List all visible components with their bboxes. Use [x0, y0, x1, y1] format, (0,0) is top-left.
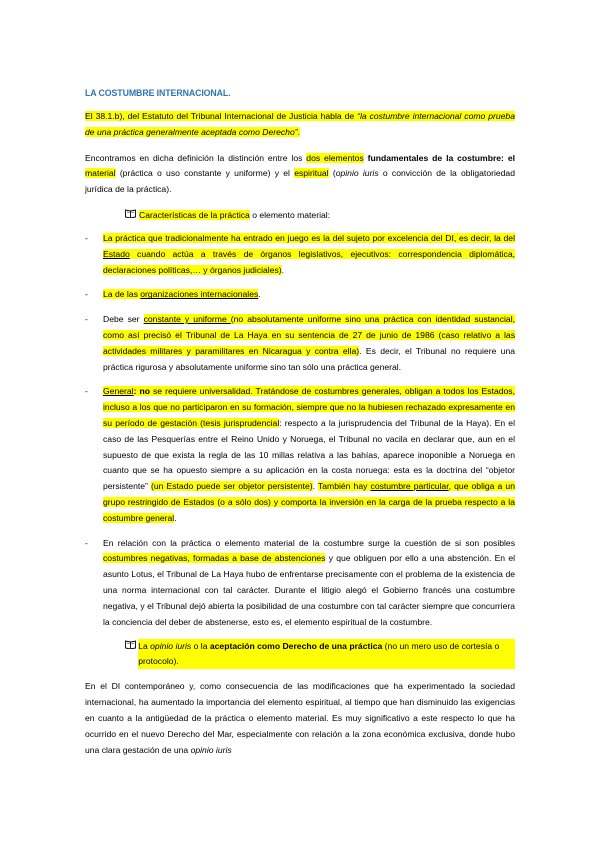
- list-item: - En relación con la práctica o elemento material de la costumbre surge la cuestión de si son posibles costumbres negativas, formadas a base de abstenciones y que obliguen por ello a una abstención. En el asunto Lotus, el Tribunal de La Haya hubo de enfrentarse precisamente con el problema de la existencia de una norma internacional con tal carácter. Durante el litigio alegó el Gobierno francés una costumbre negativa, y el Tribunal dejó abierta la posibilidad de una costumbre con tal carácter siempre que concurriera la conciencia del deber de abstenerse, esto es, el elemento espiritual de la costumbre.: [85, 537, 516, 627]
- section-heading-opinio-iuris: La opinio iuris o la aceptación como Derecho de una práctica (no un mero uso de cortesía o protocolo).: [125, 639, 515, 669]
- list-item: - General: no se requiere universalidad. Tratándose de costumbres generales, obligan a todos los Estados, incluso a los que no participaron en su formación, siempre que no la hubiesen rechazado expresamente en su período de gestación (tesis jurisprudencial: respecto a la jurisprudencia del Tribunal de la Haya). En el caso de las Pesquerías entre el Reino Unido y Noruega, el Tribunal no vacila en declarar que, aun en el supuesto de que exista la regla de las 10 millas relativa a las bahías, aparece inoponible a Noruega en cuanto que se ha opuesto siempre a su aplicación en la costa noruega: esta es la doctrina del “objetor persistente” (un Estado puede ser objetor persistente). También hay costumbre particular, que obliga a un grupo restringido de Estados (o a sólo dos) y comporta la inversión en la carga de la prueba respecto a la costumbre general.: [85, 386, 515, 523]
- document-title: LA COSTUMBRE INTERNACIONAL.: [85, 88, 231, 98]
- list-item: - La de las organizaciones internacionales.: [85, 289, 261, 300]
- list-item: - Debe ser constante y uniforme (no absolutamente uniforme sino una práctica con identidad sustancial, como así precisó el Tribunal de La Haya en su sentencia de 27 de junio de 1986 (caso relativo a las actividades militares y paramilitares en Nicaragua y contra ella). Es decir, el Tribunal no requiere una práctica rigurosa y absolutamente uniforme sino tan sólo una práctica general.: [85, 314, 516, 372]
- material-list: [85, 231, 515, 630]
- intro-paragraph: El 38.1.b), del Estatuto del Tribunal Internacional de Justicia habla de “la costumbre internacional como prueba de una práctica generalmente aceptada como Derecho”.: [85, 111, 515, 137]
- book-icon: [125, 639, 136, 669]
- book-icon: [125, 208, 137, 222]
- closing-paragraph: En el DI contemporáneo y, como consecuencia de las modificaciones que ha experimentado la sociedad internacional, ha aumentado la importancia del elemento espiritual, al tiempo que han disminuido las exigencias en cuanto a la antigüedad de la práctica o elemento material. Es muy significativo a este respecto lo que ha ocurrido en el nuevo Derecho del Mar, especialmente con relación a la zona económica exclusiva, donde hubo una clara gestación de una opinio iuris: [85, 681, 515, 755]
- section-heading-material: Características de la práctica o elemento material:: [125, 208, 515, 222]
- list-item: - La práctica que tradicionalmente ha entrado en juego es la del sujeto por excelencia del DI, es decir, la del Estado cuando actúa a través de órganos legislativos, ejecutivos: correspondencia diplomática, declaraciones políticas,… y órganos judiciales).: [85, 232, 516, 275]
- elements-paragraph: Encontramos en dicha definición la distinción entre los dos elementos fundamentales de la costumbre: el material (práctica o uso constante y uniforme) y el espiritual (opinio iuris o convicción de la obligatoriedad jurídica de la práctica).: [85, 152, 515, 195]
- document-page: [85, 88, 515, 758]
